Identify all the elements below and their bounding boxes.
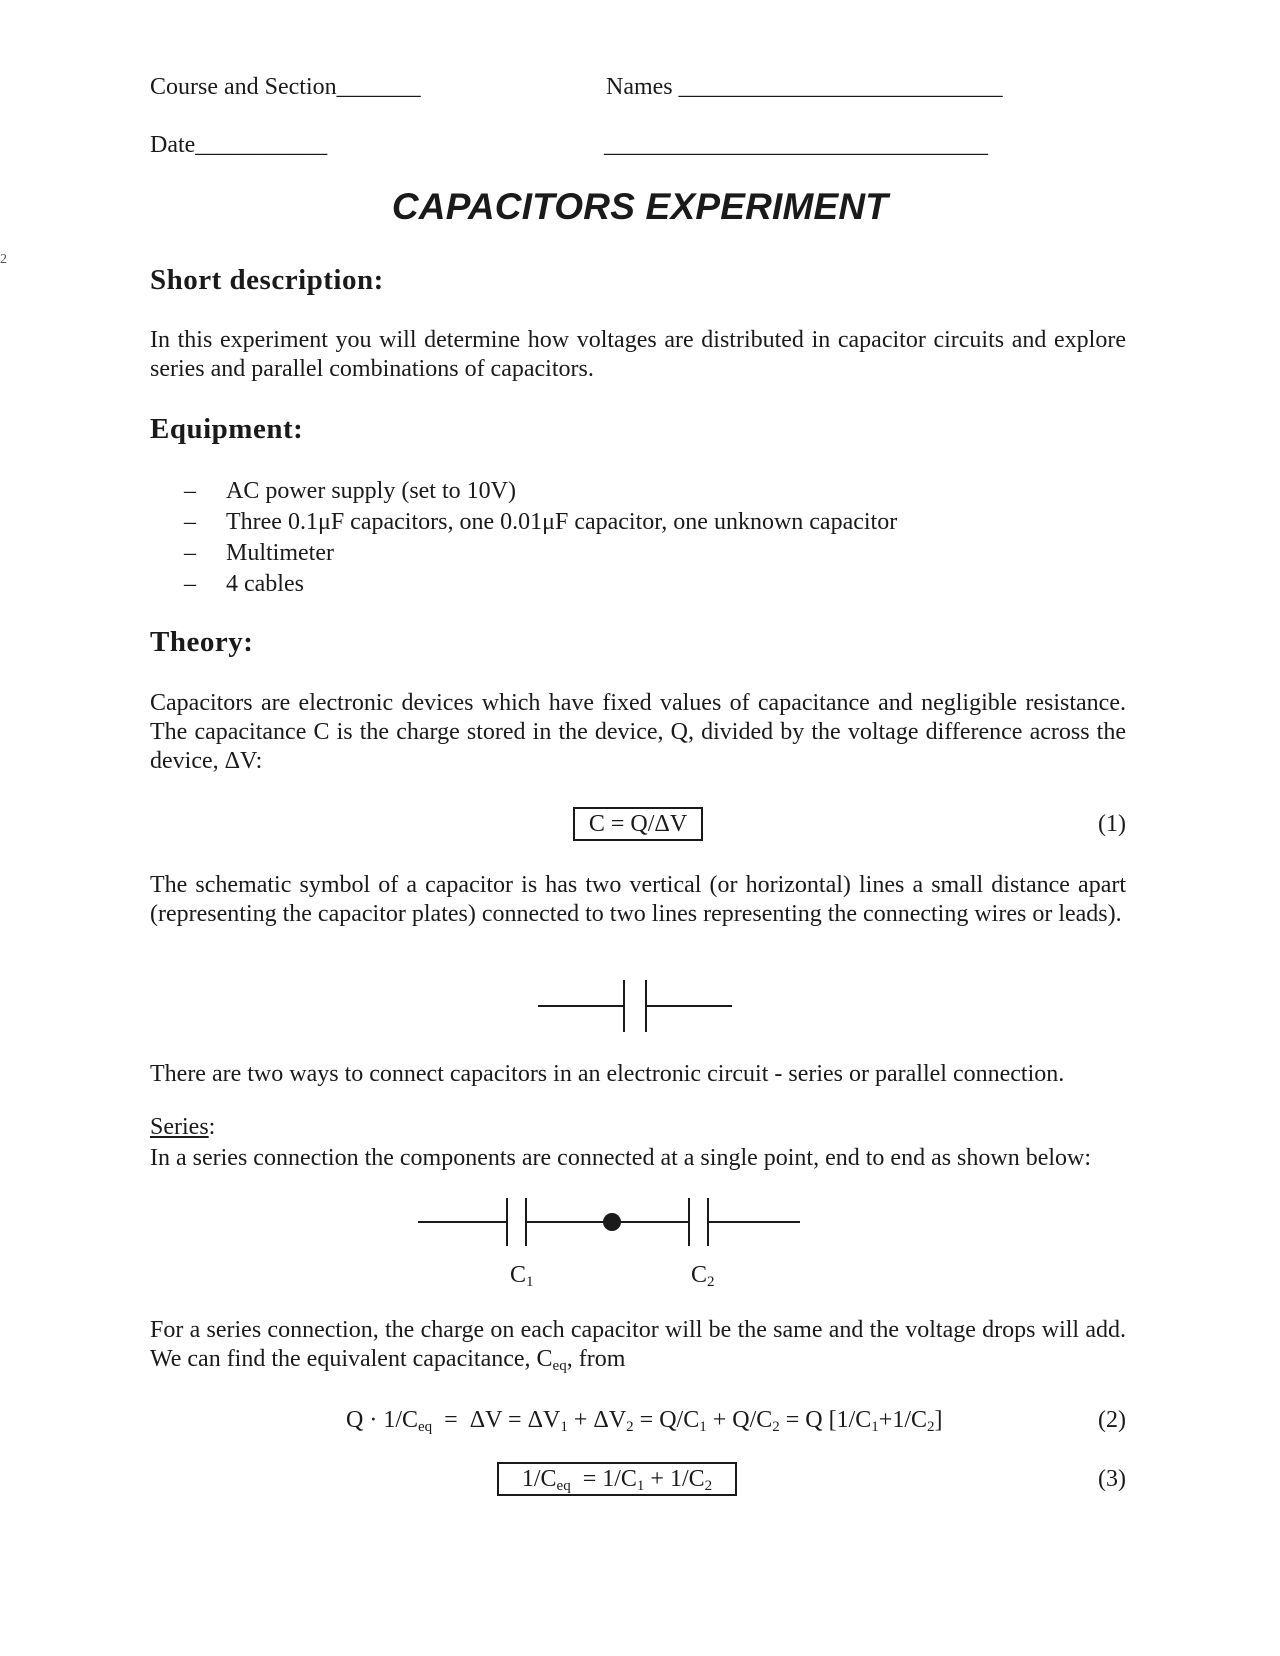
names-field-line2: ________________________________ — [604, 132, 988, 158]
eq2-part: = ΔV = ΔV — [432, 1407, 561, 1433]
list-item — [184, 507, 897, 538]
equipment-item-text: Three 0.1μF capacitors, one 0.01μF capacitor, one unknown capacitor — [226, 509, 898, 535]
eq3-part: 1/C — [521, 1466, 557, 1492]
capacitor-symbol — [536, 978, 736, 1034]
equation-1-number: (1) — [1098, 811, 1126, 837]
series-text-sub: eq — [552, 1358, 567, 1374]
series-colon: : — [208, 1114, 216, 1140]
eq2-part: Q · 1/C — [346, 1407, 418, 1433]
eq2-part: ] — [934, 1407, 943, 1433]
margin-mark: 2 — [0, 252, 7, 267]
eq2-part: + Q/C — [706, 1407, 773, 1433]
eq2-part: + ΔV — [567, 1407, 627, 1433]
equipment-heading: Equipment: — [150, 413, 304, 445]
eq2-sub: 2 — [626, 1419, 634, 1435]
theory-paragraph-2: The schematic symbol of a capacitor is has two vertical (or horizontal) lines a small distance apart (representing the capacitor plates) connected to two lines representing the connecting wires or leads). — [150, 872, 1126, 927]
theory-heading: Theory: — [150, 626, 254, 658]
eq2-sub: 2 — [927, 1419, 935, 1435]
series-label: Series — [150, 1114, 209, 1140]
list-item — [184, 538, 897, 569]
course-section-field: Course and Section_______ — [150, 74, 421, 100]
equation-3-box — [497, 1462, 737, 1496]
eq3-sub: 1 — [636, 1478, 645, 1494]
list-dash: – — [184, 478, 196, 504]
c1-label-sub: 1 — [526, 1274, 534, 1290]
series-paragraph: In a series connection the components are connected at a single point, end to end as shown below: — [150, 1145, 1092, 1171]
short-description-heading: Short description: — [150, 264, 384, 296]
list-item — [184, 569, 897, 600]
theory-paragraph-1: Capacitors are electronic devices which have fixed values of capacitance and negligible resistance. The capacitance C is the charge stored in the device, Q, divided by the voltage difference across the device, ΔV: — [150, 690, 1126, 774]
eq3-sub: eq — [556, 1478, 571, 1494]
c1-label — [510, 1262, 534, 1291]
equipment-item-text: 4 cables — [226, 571, 304, 597]
c2-label-main: C — [691, 1262, 708, 1288]
equipment-list — [184, 476, 897, 600]
equation-2 — [346, 1407, 943, 1436]
eq3-part: + 1/C — [644, 1466, 705, 1492]
c2-label — [691, 1262, 715, 1291]
series-text-a: For a series connection, the charge on each capacitor will be the same and the voltage drops will add. We can find the equivalent capacitance, C — [150, 1317, 1126, 1372]
series-text-b: , from — [566, 1346, 626, 1372]
equation-1-box: C = Q/ΔV — [573, 807, 703, 841]
list-item — [184, 476, 897, 507]
list-dash: – — [184, 509, 196, 535]
junction-node — [603, 1213, 621, 1231]
date-field: Date___________ — [150, 132, 328, 158]
eq2-part: = Q [1/C — [779, 1407, 872, 1433]
eq2-part: +1/C — [878, 1407, 928, 1433]
eq3-part: = 1/C — [570, 1466, 637, 1492]
eq3-sub: 2 — [704, 1478, 713, 1494]
list-dash: – — [184, 540, 196, 566]
equation-3-number: (3) — [1098, 1466, 1126, 1492]
eq2-sub: eq — [418, 1419, 433, 1435]
eq2-part: = Q/C — [633, 1407, 700, 1433]
names-field: Names ___________________________ — [606, 74, 1003, 100]
eq2-sub: 2 — [772, 1419, 780, 1435]
c1-label-main: C — [510, 1262, 527, 1288]
eq2-sub: 1 — [871, 1419, 879, 1435]
equipment-item-text: Multimeter — [226, 540, 334, 566]
series-heading — [150, 1114, 215, 1141]
eq2-sub: 1 — [699, 1419, 707, 1435]
series-paragraph-2 — [150, 1316, 1126, 1381]
short-description-text: In this experiment you will determine how voltages are distributed in capacitor circuits and explore series and parallel combinations of capacitors. — [150, 327, 1126, 382]
series-circuit-diagram — [416, 1196, 802, 1248]
list-dash: – — [184, 571, 196, 597]
c2-label-sub: 2 — [707, 1274, 715, 1290]
eq2-sub: 1 — [560, 1419, 568, 1435]
theory-paragraph-3: There are two ways to connect capacitors in an electronic circuit - series or parallel connection. — [150, 1061, 1065, 1087]
equipment-item-text: AC power supply (set to 10V) — [226, 478, 516, 504]
page-title: CAPACITORS EXPERIMENT — [391, 186, 889, 227]
equation-2-number: (2) — [1098, 1407, 1126, 1433]
